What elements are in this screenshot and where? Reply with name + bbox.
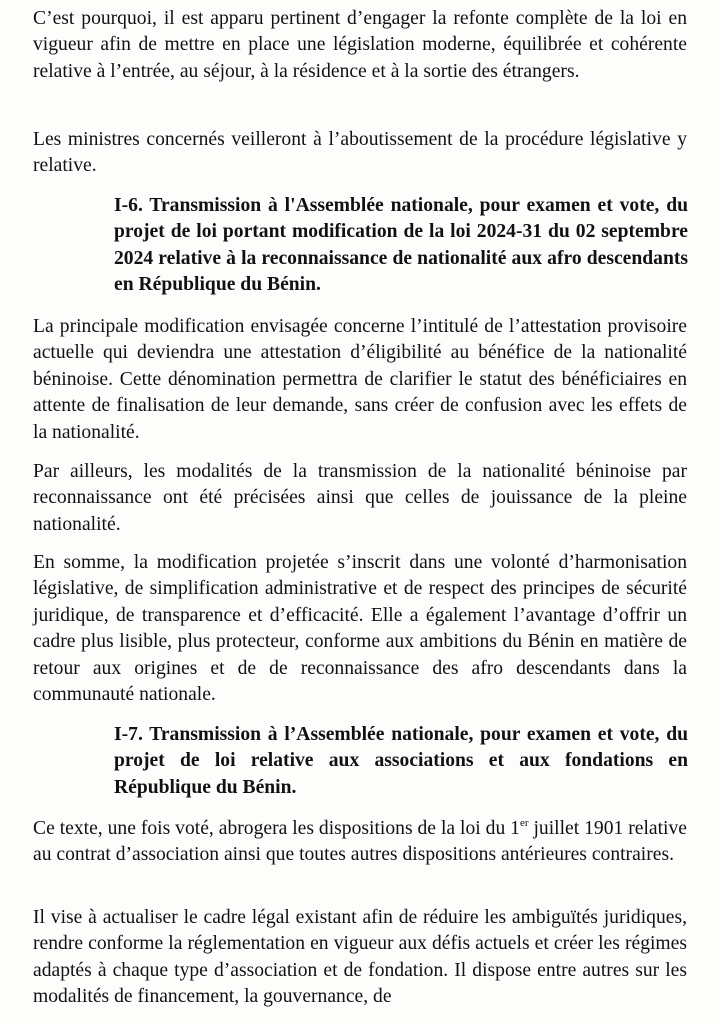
paragraph-objectives: Il vise à actualiser le cadre légal existant afin de réduire les ambiguïtés juridiques, rendre conforme la réglementation en vigueur aux défis actuels et créer les régimes adaptés à chaque type d’association et de fondation. Il dispose entre autres sur les modalités de financement, la gouvernance, de — [33, 907, 687, 1008]
superscript-er: er — [519, 817, 529, 829]
paragraph-ministers: Les ministres concernés veilleront à l’aboutissement de la procédure législative y relative. — [33, 129, 687, 177]
paragraph-transmission-modalities: Par ailleurs, les modalités de la transmission de la nationalité béninoise par reconnaissance ont été précisées ainsi que celles de jouissance de la pleine nationalité. — [33, 461, 687, 535]
heading-i6: I-6. Transmission à l'Assemblée nationale, pour examen et vote, du projet de loi portant modification de la loi 2024-31 du 02 septembre 2024 relative à la reconnaissance de nationalité aux afro descendants en République du Bénin. — [114, 195, 688, 296]
paragraph-main-modification: La principale modification envisagée concerne l’intitulé de l’attestation provisoire actuelle qui deviendra une attestation d’éligibilité au bénéfice de la nationalité béninoise. Cette dénomination permettra de clarifier le statut des bénéficiaires en attente de finalisation de leur demande, sans créer de confusion avec les effets de la nationalité. — [33, 316, 687, 443]
heading-i7: I-7. Transmission à l’Assemblée nationale, pour examen et vote, du projet de loi relative aux associations et aux fondations en République du Bénin. — [114, 724, 688, 798]
paragraph-abrogation — [33, 816, 687, 869]
paragraph-legislation-reform: C’est pourquoi, il est apparu pertinent d’engager la refonte complète de la loi en vigueur afin de mettre en place une législation moderne, équilibrée et cohérente relative à l’entrée, au séjour, à la résidence et à la sortie des étrangers. — [33, 8, 687, 82]
paragraph-abrogation-start: Ce texte, une fois voté, abrogera les dispositions de la loi du 1 — [33, 818, 520, 839]
paragraph-summary: En somme, la modification projetée s’inscrit dans une volonté d’harmonisation législative, de simplification administrative et de respect des principes de sécurité juridique, de transparence et d’efficacité. Elle a également l’avantage d’offrir un cadre plus lisible, plus protecteur, conforme aux ambitions du Bénin en matière de retour aux origines et de de reconnaissance des afro descendants dans la communauté nationale. — [33, 552, 687, 706]
paragraph-abrogation-end: juillet 1901 relative au contrat d’association ainsi que toutes autres dispositions antérieures contraires. — [33, 818, 687, 866]
